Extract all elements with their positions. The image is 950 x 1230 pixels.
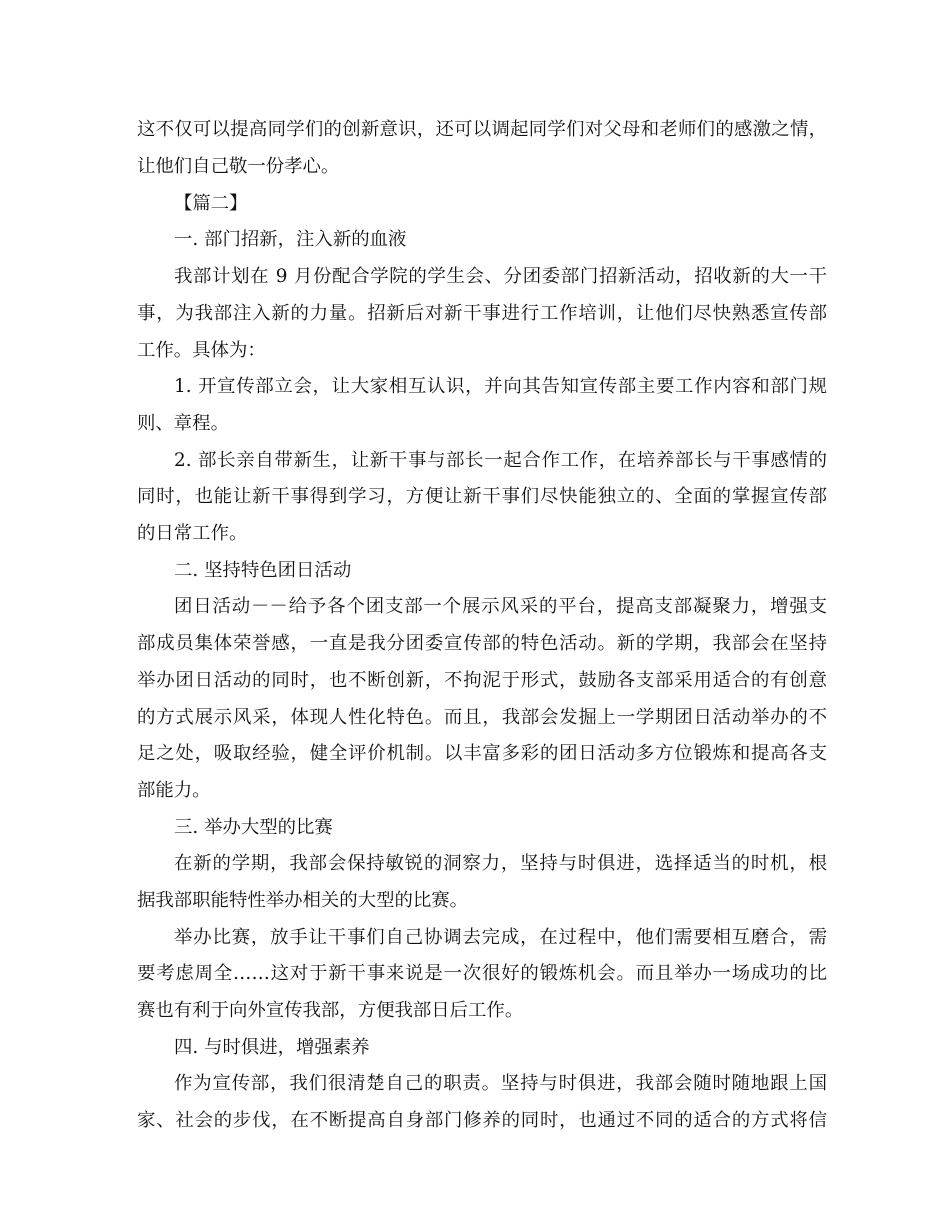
list-item-line: 2. 部长亲自带新生，让新干事与部长一起合作工作，在培养部长与干事感情的 <box>174 450 827 471</box>
paragraph-line: 事，为我部注入新的力量。招新后对新干事进行工作培训，让他们尽快熟悉宣传部 <box>137 303 827 324</box>
paragraph-line: 部能力。 <box>137 780 211 801</box>
paragraph-line: 赛也有利于向外宣传我部，方便我部日后工作。 <box>137 1000 524 1021</box>
list-item-line: 的日常工作。 <box>137 523 248 544</box>
paragraph-line: 据我部职能特性举办相关的大型的比赛。 <box>137 890 469 911</box>
paragraph-line: 在新的学期，我部会保持敏锐的洞察力，坚持与时俱进，选择适当的时机，根 <box>174 853 827 874</box>
section-heading: 一. 部门招新，注入新的血液 <box>174 229 407 250</box>
paragraph-line: 团日活动－－给予各个团支部一个展示风采的平台，提高支部凝聚力，增强支 <box>174 596 827 617</box>
section-heading: 二. 坚持特色团日活动 <box>174 560 352 581</box>
paragraph-line: 我部计划在 9 月份配合学院的学生会、分团委部门招新活动，招收新的大一干 <box>174 266 827 287</box>
list-item-line: 同时，也能让新干事得到学习，方便让新干事们尽快能独立的、全面的掌握宣传部 <box>137 486 827 507</box>
paragraph-line: 举办比赛，放手让干事们自己协调去完成，在过程中，他们需要相互磨合，需 <box>174 927 827 948</box>
list-item-line: 则、章程。 <box>137 413 229 434</box>
paragraph-line: 这不仅可以提高同学们的创新意识，还可以调起同学们对父母和老师们的感激之情， <box>137 119 827 140</box>
section-title: 【篇二】 <box>174 193 248 214</box>
section-heading: 三. 举办大型的比赛 <box>174 817 333 838</box>
paragraph-line: 足之处，吸取经验，健全评价机制。以丰富多彩的团日活动多方位锻炼和提高各支 <box>137 743 827 764</box>
paragraph-line: 举办团日活动的同时，也不断创新，不拘泥于形式，鼓励各支部采用适合的有创意 <box>137 670 827 691</box>
section-heading: 四. 与时俱进，增强素养 <box>174 1037 370 1058</box>
paragraph-line: 要考虑周全……这对于新干事来说是一次很好的锻炼机会。而且举办一场成功的比 <box>137 963 827 984</box>
paragraph-line: 部成员集体荣誉感，一直是我分团委宣传部的特色活动。新的学期，我部会在坚持 <box>137 633 827 654</box>
paragraph-line: 让他们自己敬一份孝心。 <box>137 156 340 177</box>
paragraph-line: 的方式展示风采，体现人性化特色。而且，我部会发掘上一学期团日活动举办的不 <box>137 707 827 728</box>
paragraph-line: 工作。具体为： <box>137 340 266 361</box>
list-item-line: 1. 开宣传部立会，让大家相互认识，并向其告知宣传部主要工作内容和部门规 <box>174 376 827 397</box>
paragraph-line: 家、社会的步伐，在不断提高自身部门修养的同时，也通过不同的适合的方式将信 <box>137 1110 827 1131</box>
paragraph-line: 作为宣传部，我们很清楚自己的职责。坚持与时俱进，我部会随时随地跟上国 <box>174 1073 827 1094</box>
